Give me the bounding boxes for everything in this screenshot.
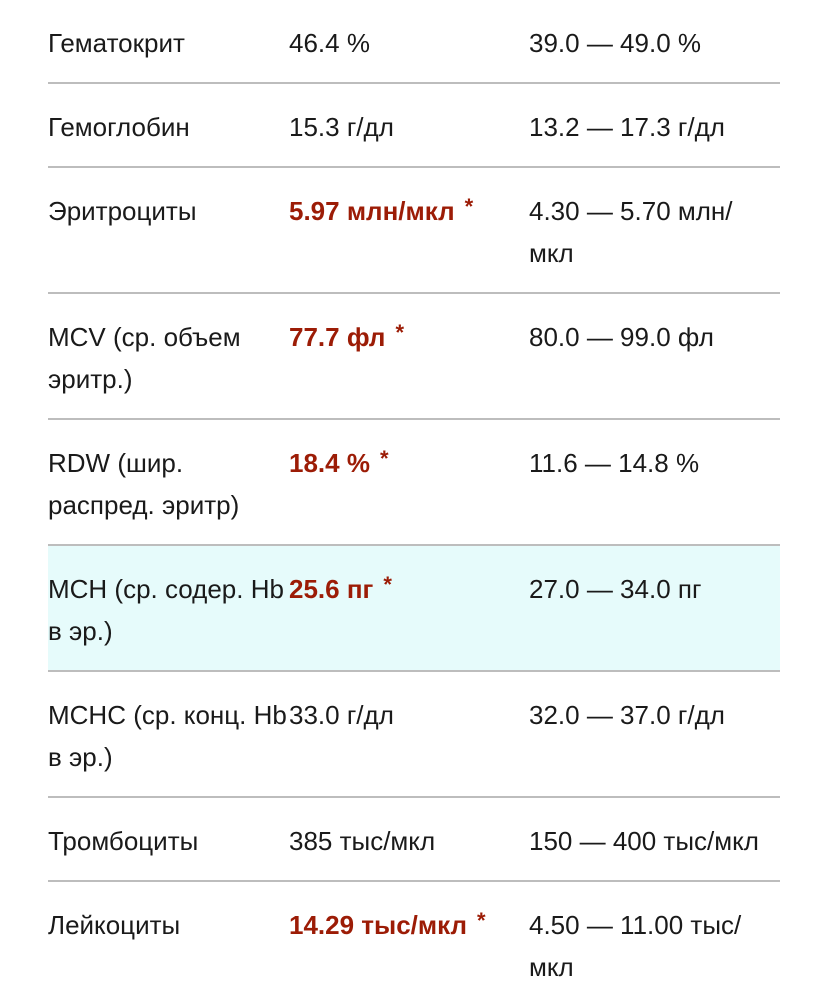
reference-range: 80.0 — 99.0 фл xyxy=(529,322,714,352)
abnormal-flag: * xyxy=(379,446,389,471)
test-value-abnormal: 25.6 пг * xyxy=(289,568,529,610)
table-row-highlighted xyxy=(48,546,780,672)
reference-range: 11.6 — 14.8 % xyxy=(529,448,700,478)
test-name: RDW (шир. распред. эритр) xyxy=(48,448,240,520)
reference-range: 150 — 400 тыс/мкл xyxy=(529,826,759,856)
test-name: Гематокрит xyxy=(48,28,185,58)
table-row xyxy=(48,168,780,294)
table-row xyxy=(48,798,780,882)
test-name: MCHC (ср. конц. Hb в эр.) xyxy=(48,700,287,772)
table-row xyxy=(48,882,780,1006)
reference-range: 4.50 — 11.00 тыс/ мкл xyxy=(529,910,742,982)
abnormal-flag: * xyxy=(395,320,405,345)
test-value-abnormal: 14.29 тыс/мкл * xyxy=(289,904,529,946)
table-row xyxy=(48,294,780,420)
table-row xyxy=(48,0,780,84)
test-value: 15.3 г/дл xyxy=(289,112,394,142)
table-row xyxy=(48,672,780,798)
table-row xyxy=(48,420,780,546)
test-name: Гемоглобин xyxy=(48,112,190,142)
test-name: MCV (ср. объем эритр.) xyxy=(48,322,241,394)
reference-range: 27.0 — 34.0 пг xyxy=(529,574,702,604)
test-name: Лейкоциты xyxy=(48,910,181,940)
test-value: 385 тыс/мкл xyxy=(289,826,436,856)
abnormal-flag: * xyxy=(464,194,474,219)
test-value: 46.4 % xyxy=(289,28,370,58)
reference-range: 32.0 — 37.0 г/дл xyxy=(529,700,725,730)
test-value: 33.0 г/дл xyxy=(289,700,394,730)
test-name: MCH (ср. содер. Hb в эр.) xyxy=(48,574,284,646)
test-name: Эритроциты xyxy=(48,196,197,226)
reference-range: 4.30 — 5.70 млн/ мкл xyxy=(529,196,733,268)
lab-results-table xyxy=(48,0,780,1006)
reference-range: 13.2 — 17.3 г/дл xyxy=(529,112,725,142)
test-value-abnormal: 18.4 % * xyxy=(289,442,529,484)
test-name: Тромбоциты xyxy=(48,826,199,856)
abnormal-flag: * xyxy=(383,572,392,597)
reference-range: 39.0 — 49.0 % xyxy=(529,28,701,58)
test-value-abnormal: 77.7 фл * xyxy=(289,316,529,358)
test-value-abnormal: 5.97 млн/мкл * xyxy=(289,190,529,232)
abnormal-flag: * xyxy=(477,908,486,933)
table-row xyxy=(48,84,780,168)
